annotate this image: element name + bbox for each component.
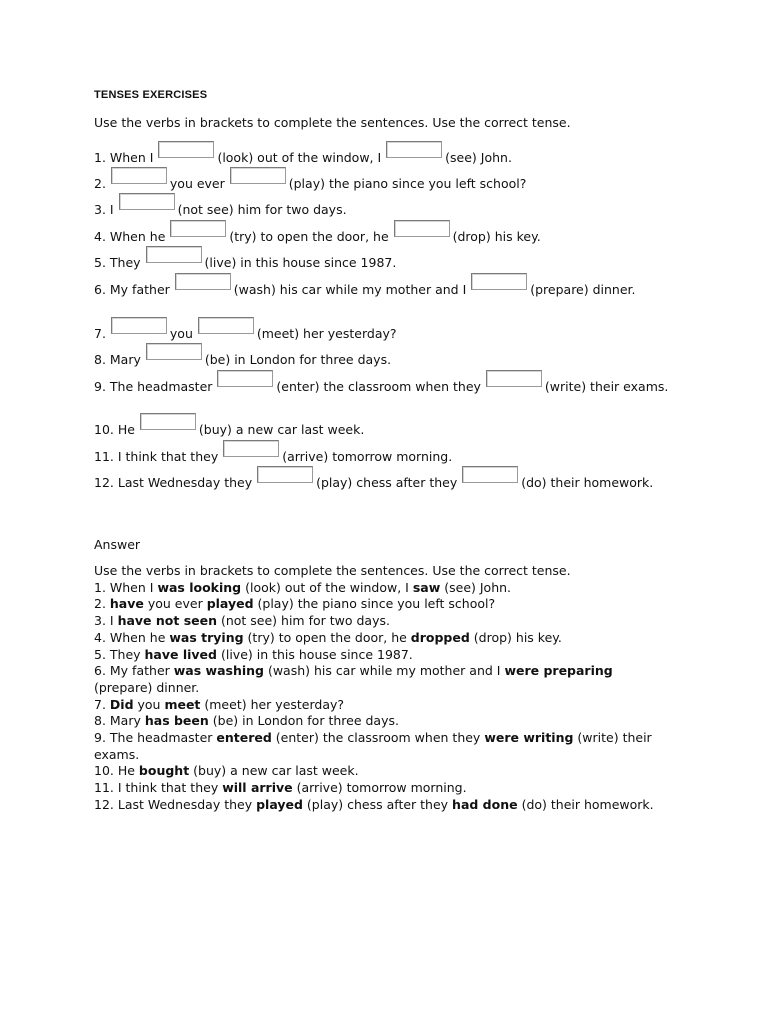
answer-text: 10. He — [94, 763, 139, 779]
answer-instructions: Use the verbs in brackets to complete the sentences. Use the correct tense. — [94, 563, 571, 578]
exercise-item — [94, 246, 674, 271]
answer-verb: dropped — [410, 629, 470, 645]
exercise-text: (do) their homework. — [521, 475, 654, 490]
exercise-text: 12. Last Wednesday they — [94, 475, 257, 490]
answer-item — [94, 780, 674, 797]
exercise-text: 4. When he — [94, 229, 170, 244]
answer-verb: has been — [144, 713, 209, 729]
answer-verb: will arrive — [222, 780, 293, 796]
answer-verb: was washing — [173, 663, 264, 679]
exercise-text: 3. I — [94, 202, 118, 217]
answer-text: 12. Last Wednesday they — [94, 796, 257, 812]
answer-text: (meet) her yesterday? — [200, 696, 345, 712]
answer-text: you — [133, 696, 165, 712]
answer-input-box[interactable] — [257, 466, 313, 483]
answer-verb: meet — [164, 696, 201, 712]
exercise-text: (be) in London for three days. — [204, 352, 392, 367]
answer-verb: had done — [452, 796, 518, 812]
exercise-text: you ever — [169, 176, 229, 191]
exercise-text: 2. — [94, 176, 110, 191]
answer-text: (do) their homework. — [517, 796, 654, 812]
answer-item — [94, 730, 674, 763]
answer-input-box[interactable] — [158, 141, 214, 158]
exercise-item — [94, 440, 674, 465]
exercise-text: (live) in this house since 1987. — [204, 255, 397, 270]
exercise-text: 6. My father — [94, 282, 174, 297]
answer-verb: bought — [138, 763, 190, 779]
exercise-item — [94, 413, 674, 438]
exercise-item — [94, 343, 674, 368]
exercise-item — [94, 317, 674, 342]
exercise-text: (buy) a new car last week. — [198, 422, 365, 437]
exercise-text: (play) chess after they — [316, 475, 462, 490]
answer-input-box[interactable] — [146, 343, 202, 360]
instructions: Use the verbs in brackets to complete the sentences. Use the correct tense. — [94, 115, 571, 130]
answer-input-box[interactable] — [217, 370, 273, 387]
exercise-text: (play) the piano since you left school? — [288, 176, 527, 191]
exercise-text: 9. The headmaster — [94, 379, 217, 394]
answer-text: (buy) a new car last week. — [189, 763, 359, 779]
answer-text: 9. The headmaster — [94, 730, 217, 746]
answer-input-box[interactable] — [119, 193, 175, 210]
answer-item — [94, 713, 674, 730]
answer-text: 8. Mary — [94, 713, 145, 729]
exercise-text: (prepare) dinner. — [530, 282, 636, 297]
answer-verb: played — [256, 796, 303, 812]
document-title: TENSES EXERCISES — [94, 89, 208, 101]
answer-input-box[interactable] — [146, 246, 202, 263]
answer-text: (prepare) dinner. — [94, 679, 200, 695]
answer-input-box[interactable] — [111, 317, 167, 334]
exercise-text: 7. — [94, 326, 110, 341]
exercise-text: (write) their exams. — [544, 379, 669, 394]
exercise-text: (wash) his car while my mother and I — [233, 282, 471, 297]
answer-text: 7. — [94, 696, 110, 712]
exercise-text: (enter) the classroom when they — [276, 379, 485, 394]
exercise-item — [94, 220, 674, 245]
answer-item — [94, 580, 674, 597]
exercise-item — [94, 466, 674, 491]
answer-text: (try) to open the door, he — [243, 629, 411, 645]
answer-text: (be) in London for three days. — [208, 713, 399, 729]
exercise-text: (look) out of the window, I — [217, 150, 386, 165]
answer-input-box[interactable] — [223, 440, 279, 457]
answer-verb: entered — [216, 730, 272, 746]
answer-verb: saw — [412, 579, 441, 595]
answer-input-box[interactable] — [486, 370, 542, 387]
answer-text: (live) in this house since 1987. — [217, 646, 413, 662]
answer-verb: played — [206, 596, 254, 612]
exercise-text: (not see) him for two days. — [177, 202, 347, 217]
answer-verb: were writing — [484, 730, 574, 746]
answer-input-box[interactable] — [140, 413, 196, 430]
answer-verb: was trying — [169, 629, 244, 645]
answer-text: (write) their exams. — [94, 730, 652, 762]
exercise-item — [94, 141, 674, 166]
answer-item — [94, 797, 674, 814]
exercise-text: 10. He — [94, 422, 139, 437]
exercise-item — [94, 273, 674, 298]
exercise-text: you — [169, 326, 197, 341]
answer-verb: were preparing — [504, 663, 613, 679]
answer-input-box[interactable] — [198, 317, 254, 334]
answer-text: 2. — [94, 596, 110, 612]
exercise-text: (meet) her yesterday? — [256, 326, 397, 341]
exercise-item — [94, 167, 674, 192]
exercise-text: (see) John. — [445, 150, 512, 165]
exercise-item — [94, 370, 674, 395]
answer-text: (drop) his key. — [469, 629, 562, 645]
answer-heading: Answer — [94, 537, 141, 552]
answer-text: 11. I think that they — [94, 780, 223, 796]
exercise-text: (drop) his key. — [452, 229, 541, 244]
answer-text: (wash) his car while my mother and I — [263, 663, 505, 679]
answer-input-box[interactable] — [462, 466, 518, 483]
exercise-text: 11. I think that they — [94, 449, 223, 464]
answer-item — [94, 763, 674, 780]
answer-text: (enter) the classroom when they — [271, 730, 485, 746]
answer-text: 3. I — [94, 613, 118, 629]
answer-input-box[interactable] — [175, 273, 231, 290]
answer-verb: was looking — [157, 579, 242, 595]
answer-text: (arrive) tomorrow morning. — [292, 780, 467, 796]
answer-input-box[interactable] — [111, 167, 167, 184]
exercise-text: 1. When I — [94, 150, 158, 165]
answer-text: (see) John. — [440, 579, 512, 595]
answer-text: (look) out of the window, I — [241, 579, 413, 595]
answer-verb: have not seen — [117, 613, 217, 629]
answer-text: 4. When he — [94, 629, 170, 645]
answer-input-box[interactable] — [386, 141, 442, 158]
answer-input-box[interactable] — [471, 273, 527, 290]
answer-item — [94, 647, 674, 664]
answer-item — [94, 697, 674, 714]
answer-text: (play) the piano since you left school? — [253, 596, 496, 612]
answer-text: (play) chess after they — [302, 796, 453, 812]
answer-verb: have lived — [144, 646, 217, 662]
answer-verb: have — [109, 596, 144, 612]
answer-text: you ever — [143, 596, 207, 612]
answer-text: 5. They — [94, 646, 145, 662]
exercise-text: (arrive) tomorrow morning. — [282, 449, 453, 464]
answer-item — [94, 630, 674, 647]
answer-input-box[interactable] — [230, 167, 286, 184]
exercise-text: 5. They — [94, 255, 145, 270]
answer-item — [94, 596, 674, 613]
exercise-text: (try) to open the door, he — [229, 229, 393, 244]
answer-list — [94, 563, 674, 814]
exercise-text: 8. Mary — [94, 352, 145, 367]
answer-text: (not see) him for two days. — [216, 613, 390, 629]
answer-text: 6. My father — [94, 663, 174, 679]
answer-item — [94, 613, 674, 630]
answer-text: 1. When I — [94, 579, 158, 595]
answer-input-box[interactable] — [170, 220, 226, 237]
answer-input-box[interactable] — [394, 220, 450, 237]
answer-item — [94, 663, 674, 696]
exercise-item — [94, 193, 674, 218]
answer-verb: Did — [109, 696, 134, 712]
